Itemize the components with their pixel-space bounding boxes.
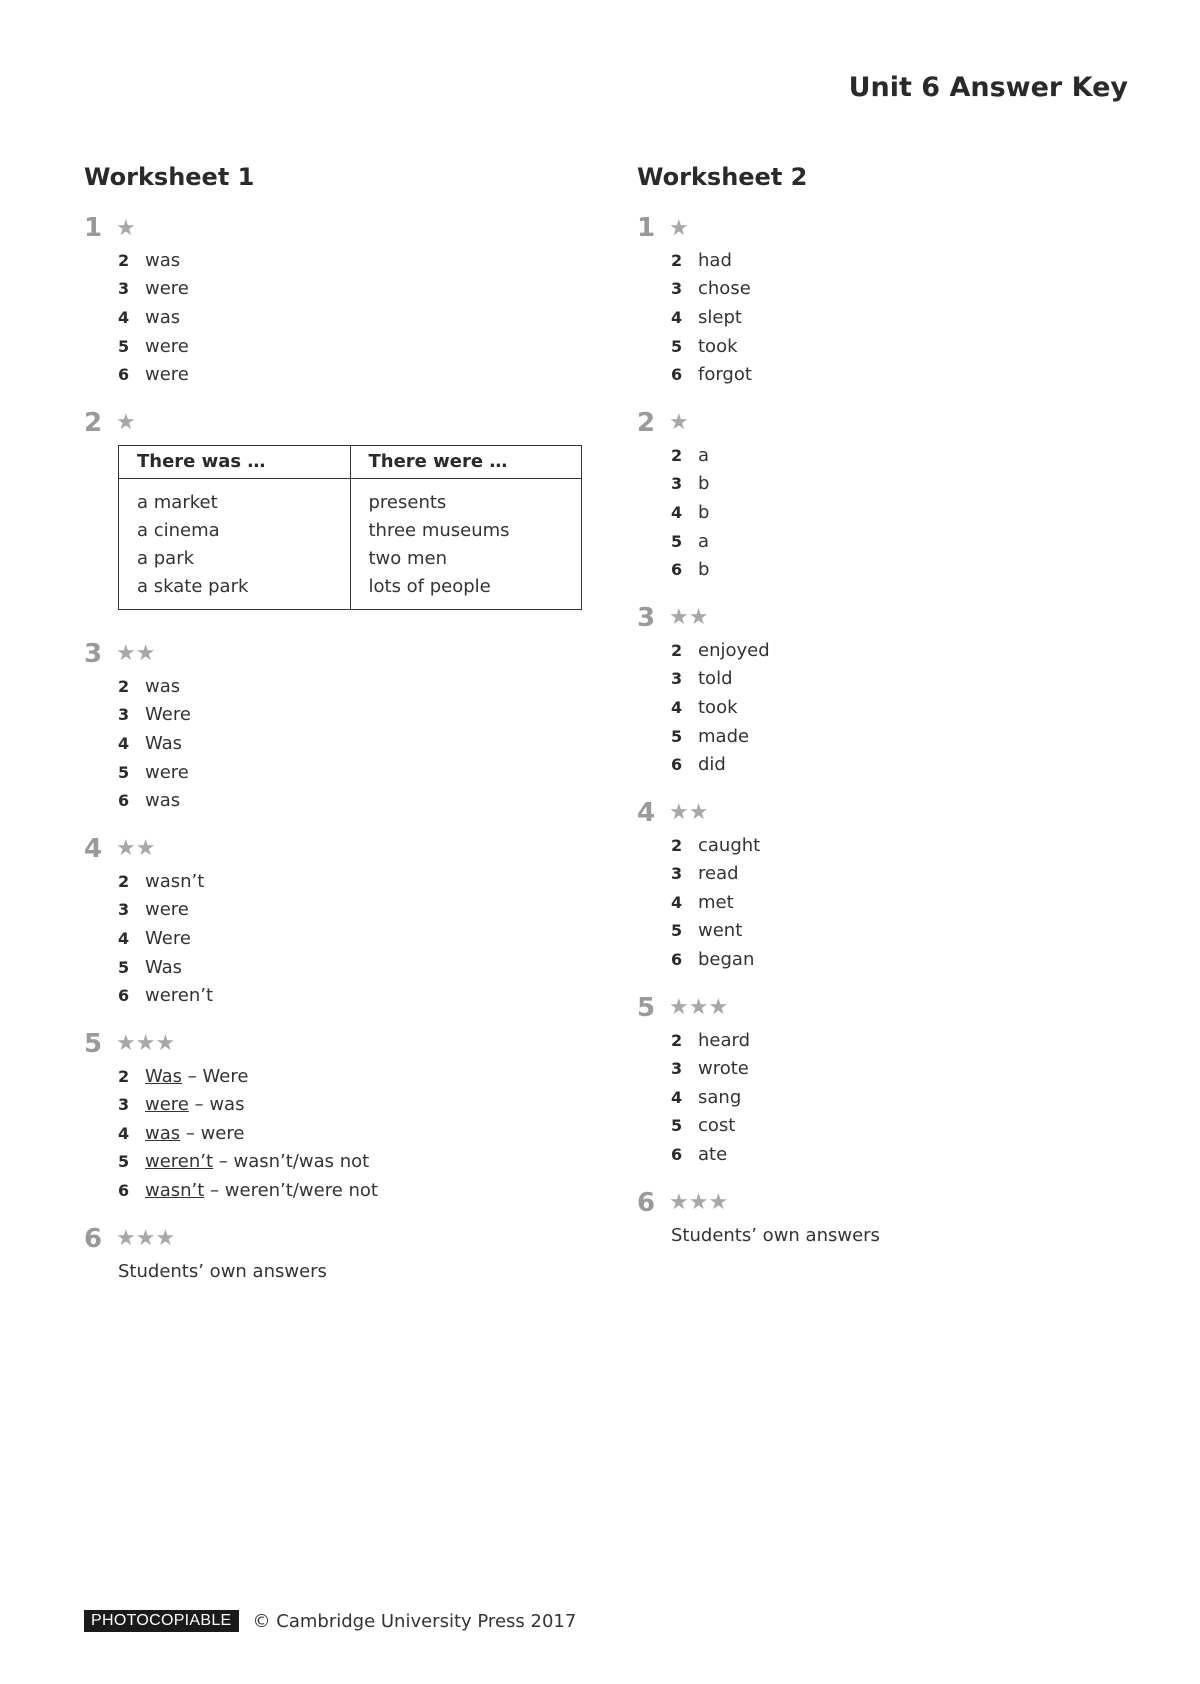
correction-item: 6 wasn’t – weren’t/were not (118, 1180, 378, 1202)
answer-item: 3 chose (671, 278, 751, 300)
exercise-number: 3 (84, 638, 103, 669)
wrong-form: weren’t (145, 1151, 214, 1173)
answer-item: 2 a (671, 444, 710, 466)
ws1-exercise-4 (84, 831, 584, 1010)
difficulty-star-icon: ★ (669, 410, 689, 436)
answer-item: 5 took (671, 335, 738, 357)
ws2-exercise-6 (637, 1185, 1137, 1251)
correct-form: – weren’t/were not (204, 1180, 378, 1202)
answer-item: 2 wasn’t (118, 870, 205, 892)
answer-item: 6 b (671, 559, 710, 581)
exercise-number: 6 (84, 1223, 103, 1254)
ws1-exercise-5 (84, 1026, 584, 1205)
worksheet-2-title: Worksheet 2 (637, 163, 808, 191)
answer-item: 2 caught (671, 834, 761, 856)
difficulty-star-icon: ★★★ (669, 995, 729, 1021)
difficulty-star-icon: ★★ (669, 605, 709, 631)
table-cell-there-was: a market a cinema a park a skate park (137, 491, 249, 597)
table-cell-there-were: presents three museums two men lots of people (350, 478, 582, 609)
exercise-number: 1 (84, 213, 103, 243)
worksheet-1-title: Worksheet 1 (84, 163, 255, 191)
difficulty-star-icon: ★ (116, 410, 136, 436)
answer-item: 3 were (118, 899, 189, 921)
page-title: Unit 6 Answer Key (848, 72, 1128, 103)
answer-item: 5 Was (118, 956, 183, 978)
difficulty-star-icon: ★★★ (116, 1226, 176, 1252)
answer-item: 2 had (671, 249, 732, 271)
ws1-exercise-3 (84, 636, 584, 815)
answer-item: 4 Was (118, 732, 183, 754)
answer-item: 6 ate (671, 1144, 728, 1166)
answer-item: 6 weren’t (118, 985, 214, 1007)
answer-item: 4 slept (671, 306, 742, 328)
answer-item: 5 were (118, 335, 189, 357)
ws1-exercise-6 (84, 1221, 584, 1287)
correction-item: 4 was – were (118, 1122, 245, 1144)
answer-item: 3 told (671, 668, 733, 690)
ws2-exercise-5 (637, 990, 1137, 1169)
answer-item: 2 heard (671, 1029, 751, 1051)
exercise-number: 2 (637, 407, 656, 438)
correct-form: – were (180, 1122, 245, 1144)
correction-item: 5 weren’t – wasn’t/was not (118, 1151, 370, 1173)
answer-item: 5 went (671, 920, 743, 942)
exercise-number: 5 (637, 992, 656, 1023)
table-header: There was … (119, 445, 351, 478)
answer-item: 6 began (671, 949, 755, 971)
answer-item: 6 did (671, 754, 726, 776)
ws1-exercise-2 (84, 405, 584, 610)
wrong-form: were (145, 1094, 189, 1116)
answer-item: 3 b (671, 473, 710, 495)
there-was-were-table (118, 445, 582, 610)
difficulty-star-icon: ★ (116, 215, 136, 241)
wrong-form: Was (145, 1065, 183, 1087)
answer-item: 2 was (118, 675, 181, 697)
exercise-number: 3 (637, 602, 656, 633)
page-footer (84, 1610, 576, 1632)
correction-item: 2 Was – Were (118, 1065, 249, 1087)
difficulty-star-icon: ★★ (116, 836, 156, 862)
ws2-exercise-3 (637, 600, 1137, 779)
answer-item: 6 forgot (671, 364, 752, 386)
answer-item: 5 cost (671, 1115, 736, 1137)
wrong-form: was (145, 1122, 181, 1144)
correct-form: – wasn’t/was not (213, 1151, 370, 1173)
answer-item: 3 were (118, 278, 189, 300)
photocopiable-badge: PHOTOCOPIABLE (84, 1610, 239, 1632)
open-answer: Students’ own answers (118, 1261, 327, 1283)
exercise-number: 5 (84, 1028, 103, 1059)
answer-item: 6 were (118, 364, 189, 386)
open-answer: Students’ own answers (671, 1225, 880, 1247)
exercise-number: 6 (637, 1187, 656, 1218)
answer-item: 2 was (118, 249, 181, 271)
difficulty-star-icon: ★ (669, 215, 689, 241)
difficulty-star-icon: ★★ (116, 641, 156, 667)
answer-item: 2 enjoyed (671, 639, 770, 661)
worksheet-1-column (84, 158, 584, 1303)
ws2-exercise-1 (637, 210, 1137, 389)
answer-item: 4 met (671, 891, 734, 913)
answer-item: 5 a (671, 530, 710, 552)
answer-item: 4 sang (671, 1086, 742, 1108)
answer-item: 4 b (671, 501, 710, 523)
table-header: There were … (350, 445, 582, 478)
exercise-number: 4 (84, 833, 103, 864)
answer-item: 4 was (118, 306, 181, 328)
correct-form: – Were (182, 1065, 249, 1087)
answer-item: 4 Were (118, 927, 191, 949)
ws2-exercise-2 (637, 405, 1137, 584)
exercise-number: 1 (637, 213, 656, 243)
difficulty-star-icon: ★★ (669, 800, 709, 826)
copyright-notice: © Cambridge University Press 2017 (252, 1610, 577, 1632)
answer-item: 5 were (118, 761, 189, 783)
answer-item: 3 read (671, 863, 739, 885)
answer-item: 4 took (671, 696, 738, 718)
answer-item: 3 Were (118, 704, 191, 726)
answer-item: 6 was (118, 790, 181, 812)
difficulty-star-icon: ★★★ (669, 1190, 729, 1216)
correct-form: – was (188, 1094, 245, 1116)
answer-item: 3 wrote (671, 1058, 749, 1080)
exercise-number: 4 (637, 797, 656, 828)
worksheet-2-column (637, 158, 1137, 1267)
correction-item: 3 were – was (118, 1094, 245, 1116)
difficulty-star-icon: ★★★ (116, 1031, 176, 1057)
ws2-exercise-4 (637, 795, 1137, 974)
wrong-form: wasn’t (145, 1180, 205, 1202)
answer-item: 5 made (671, 725, 750, 747)
ws1-exercise-1 (84, 210, 584, 389)
exercise-number: 2 (84, 407, 103, 438)
